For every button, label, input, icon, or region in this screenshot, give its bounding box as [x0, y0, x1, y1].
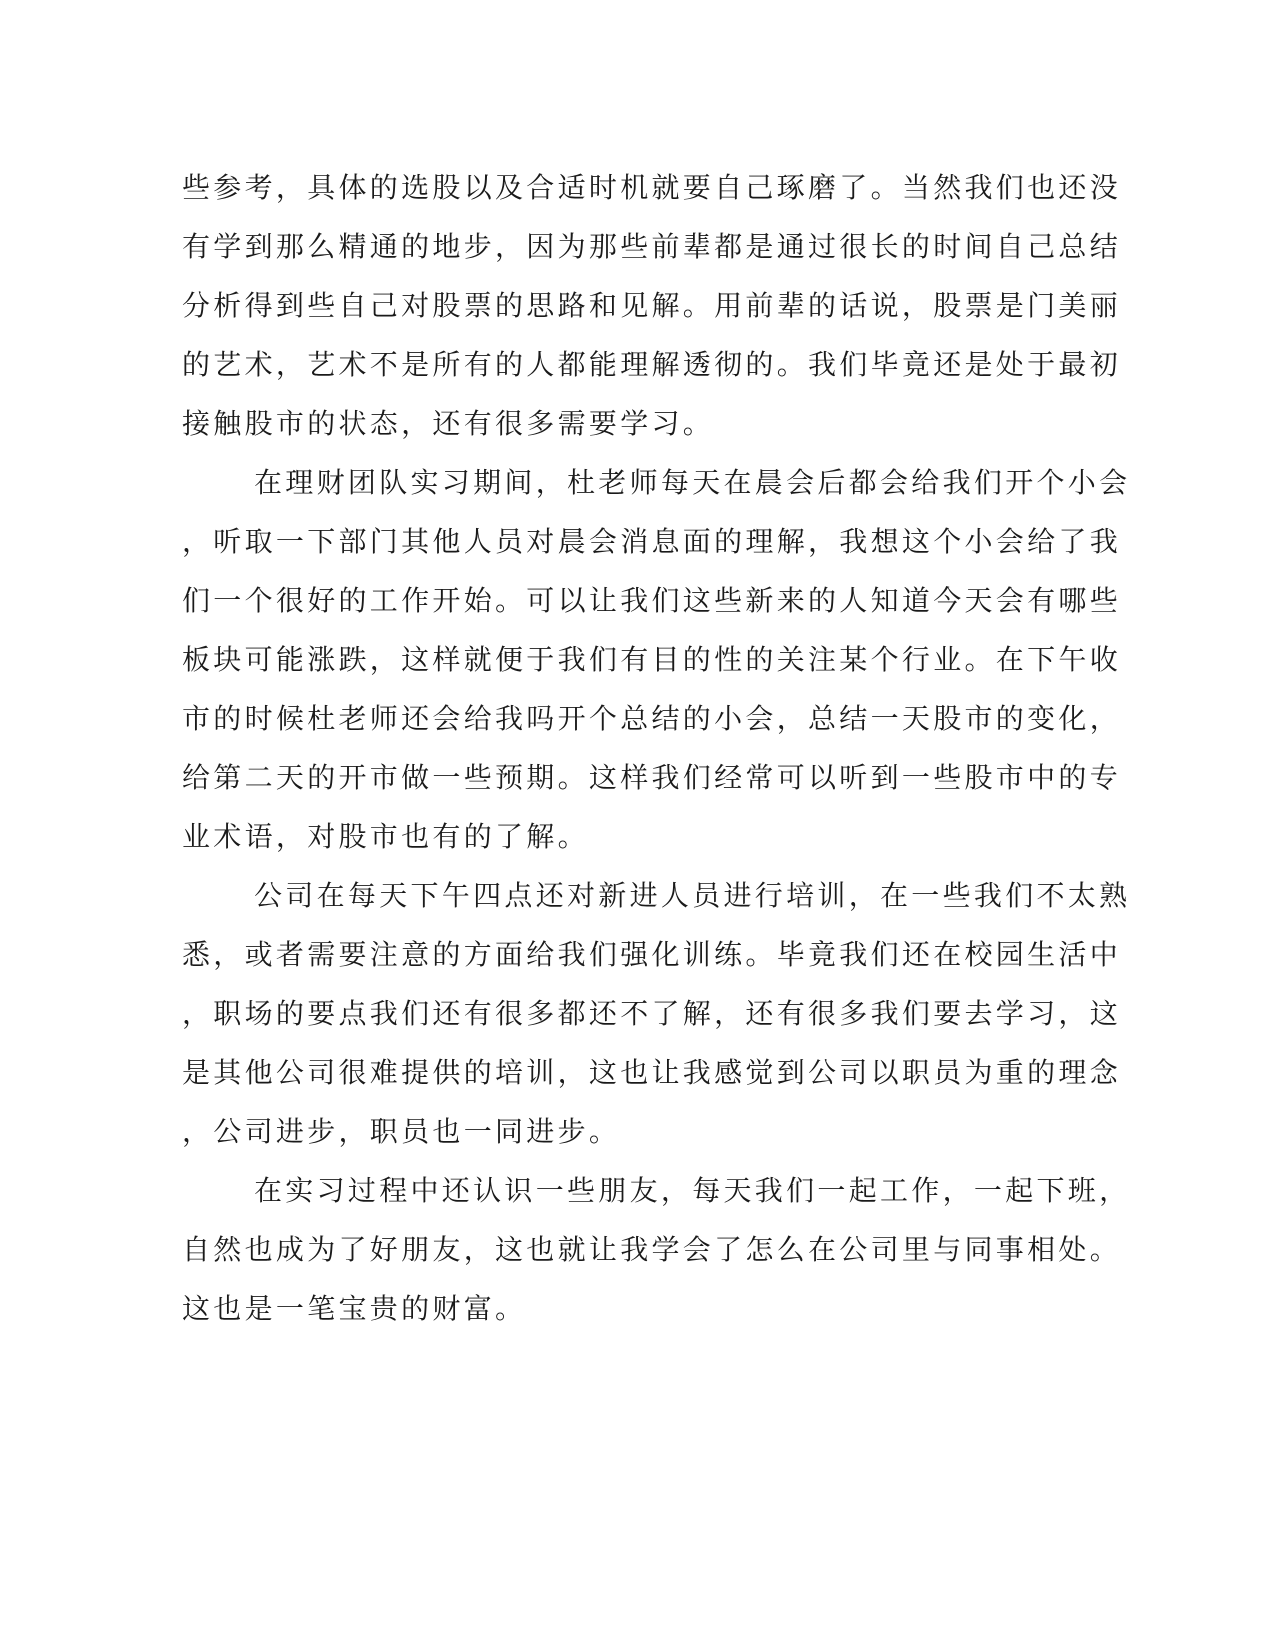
- text-line: 板块可能涨跌，这样就便于我们有目的性的关注某个行业。在下午收: [182, 643, 1122, 676]
- body-text: [182, 158, 1131, 1338]
- paragraph-start-line: 公司在每天下午四点还对新进人员进行培训，在一些我们不太熟: [254, 879, 1131, 912]
- text-line: ，职场的要点我们还有很多都还不了解，还有很多我们要去学习，这: [182, 997, 1122, 1030]
- text-line: 这也是一笔宝贵的财富。: [182, 1292, 527, 1325]
- text-line: 是其他公司很难提供的培训，这也让我感觉到公司以职员为重的理念: [182, 1056, 1122, 1089]
- text-line: 业术语，对股市也有的了解。: [182, 820, 589, 853]
- text-line: 的艺术，艺术不是所有的人都能理解透彻的。我们毕竟还是处于最初: [182, 348, 1122, 381]
- text-line: 自然也成为了好朋友，这也就让我学会了怎么在公司里与同事相处。: [182, 1233, 1122, 1266]
- paragraph-start-line: 在理财团队实习期间，杜老师每天在晨会后都会给我们开个小会: [254, 466, 1131, 499]
- text-line: 些参考，具体的选股以及合适时机就要自己琢磨了。当然我们也还没: [182, 171, 1122, 204]
- text-line: 们一个很好的工作开始。可以让我们这些新来的人知道今天会有哪些: [182, 584, 1122, 617]
- text-line: 有学到那么精通的地步，因为那些前辈都是通过很长的时间自己总结: [182, 230, 1122, 263]
- text-line: 给第二天的开市做一些预期。这样我们经常可以听到一些股市中的专: [182, 761, 1122, 794]
- text-line: 悉，或者需要注意的方面给我们强化训练。毕竟我们还在校园生活中: [182, 938, 1122, 971]
- text-line: 市的时候杜老师还会给我吗开个总结的小会，总结一天股市的变化，: [182, 702, 1122, 735]
- text-line: ，公司进步，职员也一同进步。: [182, 1115, 621, 1148]
- text-line: ，听取一下部门其他人员对晨会消息面的理解，我想这个小会给了我: [182, 525, 1122, 558]
- paragraph-start-line: 在实习过程中还认识一些朋友，每天我们一起工作，一起下班，: [254, 1174, 1131, 1207]
- text-line: 分析得到些自己对股票的思路和见解。用前辈的话说，股票是门美丽: [182, 289, 1122, 322]
- text-line: 接触股市的状态，还有很多需要学习。: [182, 407, 715, 440]
